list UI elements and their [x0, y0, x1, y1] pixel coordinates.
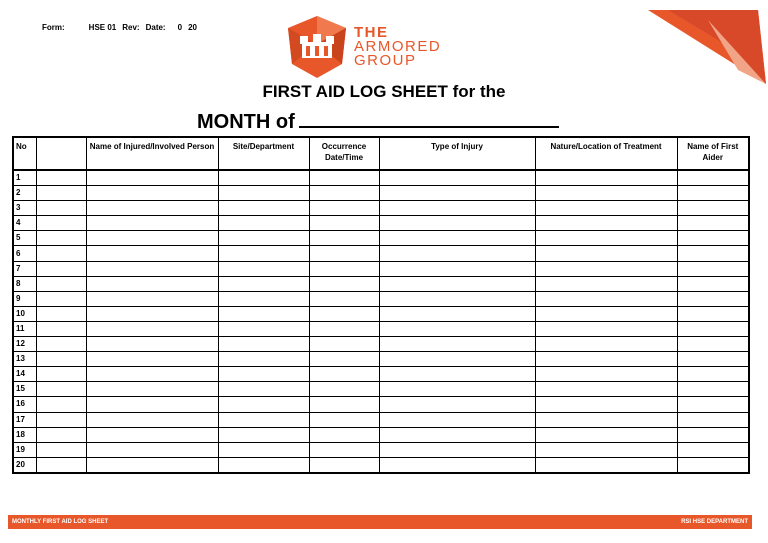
table-cell[interactable] — [535, 352, 677, 367]
table-cell[interactable] — [677, 261, 749, 276]
table-cell[interactable] — [677, 352, 749, 367]
table-row — [13, 291, 749, 306]
table-cell[interactable] — [535, 201, 677, 216]
date-label: Date: — [145, 23, 166, 32]
table-cell[interactable] — [379, 337, 535, 352]
rev-value: 0 — [177, 23, 183, 32]
table-cell[interactable] — [535, 412, 677, 427]
table-cell[interactable] — [218, 457, 309, 473]
row-number: 11 — [13, 321, 36, 336]
row-number: 19 — [13, 442, 36, 457]
table-cell[interactable] — [535, 246, 677, 261]
table-cell[interactable] — [535, 261, 677, 276]
table-cell[interactable] — [36, 306, 86, 321]
table-cell[interactable] — [677, 291, 749, 306]
table-cell[interactable] — [535, 397, 677, 412]
table-cell[interactable] — [36, 352, 86, 367]
row-number: 3 — [13, 201, 36, 216]
table-cell[interactable] — [36, 170, 86, 186]
table-cell[interactable] — [677, 306, 749, 321]
table-cell[interactable] — [677, 246, 749, 261]
table-cell[interactable] — [309, 216, 379, 231]
row-number: 4 — [13, 216, 36, 231]
table-cell[interactable] — [218, 337, 309, 352]
col-header-injury-type: Type of Injury — [379, 137, 535, 170]
table-cell[interactable] — [379, 201, 535, 216]
col-header-treatment: Nature/Location of Treatment — [535, 137, 677, 170]
table-cell[interactable] — [535, 427, 677, 442]
table-cell[interactable] — [309, 337, 379, 352]
table-cell[interactable] — [86, 412, 218, 427]
table-row — [13, 382, 749, 397]
table-cell[interactable] — [677, 367, 749, 382]
table-cell[interactable] — [379, 216, 535, 231]
form-meta — [42, 23, 197, 32]
rev-label: Rev: — [122, 23, 140, 32]
table-cell[interactable] — [86, 170, 218, 186]
col-header-blank — [36, 137, 86, 170]
table-row — [13, 397, 749, 412]
table-cell[interactable] — [36, 321, 86, 336]
row-number: 9 — [13, 291, 36, 306]
table-cell[interactable] — [677, 276, 749, 291]
table-cell[interactable] — [379, 382, 535, 397]
table-row — [13, 261, 749, 276]
table-body — [13, 170, 749, 473]
table-cell[interactable] — [86, 382, 218, 397]
table-cell[interactable] — [309, 170, 379, 186]
table-cell[interactable] — [309, 397, 379, 412]
table-cell[interactable] — [677, 382, 749, 397]
corner-decoration — [648, 0, 768, 90]
table-cell[interactable] — [535, 337, 677, 352]
row-number: 7 — [13, 261, 36, 276]
table-cell[interactable] — [677, 457, 749, 473]
table-cell[interactable] — [535, 186, 677, 201]
table-cell[interactable] — [379, 306, 535, 321]
table-row — [13, 201, 749, 216]
table-cell[interactable] — [309, 231, 379, 246]
footer-bar — [8, 515, 752, 529]
table-cell[interactable] — [309, 382, 379, 397]
table-cell[interactable] — [218, 291, 309, 306]
table-row — [13, 412, 749, 427]
table-row — [13, 216, 749, 231]
table-header-row — [13, 137, 749, 170]
table-cell[interactable] — [218, 246, 309, 261]
table-cell[interactable] — [677, 216, 749, 231]
table-cell[interactable] — [677, 321, 749, 336]
month-blank-line[interactable] — [299, 108, 559, 128]
table-cell[interactable] — [218, 427, 309, 442]
row-number: 20 — [13, 457, 36, 473]
table-row — [13, 337, 749, 352]
table-cell[interactable] — [86, 261, 218, 276]
table-cell[interactable] — [218, 216, 309, 231]
table-row — [13, 352, 749, 367]
table-cell[interactable] — [309, 186, 379, 201]
col-header-no: No — [13, 137, 36, 170]
row-number: 15 — [13, 382, 36, 397]
table-row — [13, 321, 749, 336]
table-row — [13, 276, 749, 291]
table-cell[interactable] — [309, 261, 379, 276]
table-cell[interactable] — [86, 352, 218, 367]
table-cell[interactable] — [309, 306, 379, 321]
row-number: 10 — [13, 306, 36, 321]
table-cell[interactable] — [36, 261, 86, 276]
table-row — [13, 427, 749, 442]
row-number: 2 — [13, 186, 36, 201]
table-cell[interactable] — [309, 442, 379, 457]
footer-left-text: MONTHLY FIRST AID LOG SHEET — [12, 519, 109, 525]
table-cell[interactable] — [36, 427, 86, 442]
table-cell[interactable] — [379, 427, 535, 442]
table-cell[interactable] — [677, 442, 749, 457]
table-cell[interactable] — [535, 216, 677, 231]
date-value: 20 — [188, 23, 197, 32]
table-cell[interactable] — [379, 442, 535, 457]
table-cell[interactable] — [218, 382, 309, 397]
table-cell[interactable] — [677, 337, 749, 352]
table-cell[interactable] — [86, 321, 218, 336]
table-cell[interactable] — [36, 231, 86, 246]
table-cell[interactable] — [218, 367, 309, 382]
table-cell[interactable] — [218, 231, 309, 246]
table-cell[interactable] — [379, 291, 535, 306]
table-cell[interactable] — [535, 276, 677, 291]
row-number: 13 — [13, 352, 36, 367]
table-cell[interactable] — [86, 442, 218, 457]
table-cell[interactable] — [86, 291, 218, 306]
castle-shield-icon — [284, 14, 350, 80]
table-cell[interactable] — [309, 412, 379, 427]
table-cell[interactable] — [535, 306, 677, 321]
table-cell[interactable] — [677, 427, 749, 442]
logo-wordmark — [354, 26, 441, 68]
table-cell[interactable] — [86, 201, 218, 216]
col-header-name: Name of Injured/Involved Person — [86, 137, 218, 170]
table-cell[interactable] — [36, 412, 86, 427]
table-cell[interactable] — [379, 186, 535, 201]
table-cell[interactable] — [309, 246, 379, 261]
table-cell[interactable] — [218, 352, 309, 367]
table-cell[interactable] — [36, 367, 86, 382]
table-cell[interactable] — [677, 397, 749, 412]
table-cell[interactable] — [677, 170, 749, 186]
table-cell[interactable] — [535, 231, 677, 246]
table-cell[interactable] — [36, 276, 86, 291]
table-cell[interactable] — [36, 246, 86, 261]
table-cell[interactable] — [36, 397, 86, 412]
table-cell[interactable] — [677, 231, 749, 246]
table-cell[interactable] — [86, 246, 218, 261]
row-number: 18 — [13, 427, 36, 442]
form-label: Form: — [42, 23, 65, 32]
table-cell[interactable] — [86, 231, 218, 246]
row-number: 1 — [13, 170, 36, 186]
table-cell[interactable] — [218, 186, 309, 201]
table-cell[interactable] — [379, 457, 535, 473]
table-cell[interactable] — [535, 367, 677, 382]
table-cell[interactable] — [379, 261, 535, 276]
table-cell[interactable] — [379, 397, 535, 412]
row-number: 6 — [13, 246, 36, 261]
table-cell[interactable] — [36, 337, 86, 352]
row-number: 12 — [13, 337, 36, 352]
table-cell[interactable] — [218, 412, 309, 427]
table-cell[interactable] — [86, 186, 218, 201]
table-cell[interactable] — [379, 170, 535, 186]
table-cell[interactable] — [535, 457, 677, 473]
table-cell[interactable] — [535, 291, 677, 306]
row-number: 16 — [13, 397, 36, 412]
table-row — [13, 442, 749, 457]
table-cell[interactable] — [86, 427, 218, 442]
table-cell[interactable] — [535, 170, 677, 186]
table-cell[interactable] — [379, 367, 535, 382]
table-cell[interactable] — [677, 201, 749, 216]
table-cell[interactable] — [218, 276, 309, 291]
table-cell[interactable] — [309, 276, 379, 291]
table-cell[interactable] — [86, 367, 218, 382]
table-cell[interactable] — [86, 397, 218, 412]
table-cell[interactable] — [86, 337, 218, 352]
table-cell[interactable] — [218, 442, 309, 457]
table-cell[interactable] — [218, 170, 309, 186]
table-row — [13, 231, 749, 246]
table-row — [13, 367, 749, 382]
company-logo — [284, 14, 441, 80]
col-header-site: Site/Department — [218, 137, 309, 170]
table-cell[interactable] — [218, 321, 309, 336]
table-cell[interactable] — [309, 457, 379, 473]
table-cell[interactable] — [86, 306, 218, 321]
table-cell[interactable] — [36, 382, 86, 397]
first-aid-log-table — [12, 136, 750, 474]
table-cell[interactable] — [379, 412, 535, 427]
table-cell[interactable] — [535, 321, 677, 336]
table-row — [13, 170, 749, 186]
logo-line-3: GROUP — [354, 52, 417, 69]
logo-line-1: THE — [354, 24, 389, 41]
table-row — [13, 186, 749, 201]
form-code: HSE 01 — [88, 23, 117, 32]
table-cell[interactable] — [309, 321, 379, 336]
table-cell[interactable] — [36, 186, 86, 201]
table-row — [13, 306, 749, 321]
month-label: MONTH of — [197, 111, 295, 133]
month-field — [197, 108, 559, 134]
table-cell[interactable] — [218, 201, 309, 216]
table-cell[interactable] — [36, 216, 86, 231]
row-number: 14 — [13, 367, 36, 382]
table-cell[interactable] — [309, 201, 379, 216]
col-header-occurrence: Occurrence Date/Time — [309, 137, 379, 170]
table-cell[interactable] — [36, 442, 86, 457]
table-cell[interactable] — [36, 457, 86, 473]
table-cell[interactable] — [218, 397, 309, 412]
logo-line-2: ARMORED — [354, 38, 442, 55]
table-cell[interactable] — [218, 261, 309, 276]
row-number: 8 — [13, 276, 36, 291]
table-cell[interactable] — [218, 306, 309, 321]
table-cell[interactable] — [86, 276, 218, 291]
row-number: 5 — [13, 231, 36, 246]
table-cell[interactable] — [309, 427, 379, 442]
row-number: 17 — [13, 412, 36, 427]
table-cell[interactable] — [36, 291, 86, 306]
table-cell[interactable] — [379, 321, 535, 336]
table-cell[interactable] — [379, 276, 535, 291]
page-title: FIRST AID LOG SHEET for the — [262, 82, 506, 101]
table-cell[interactable] — [535, 382, 677, 397]
table-cell[interactable] — [309, 352, 379, 367]
table-cell[interactable] — [86, 457, 218, 473]
table-cell[interactable] — [309, 291, 379, 306]
table-cell[interactable] — [379, 352, 535, 367]
table-cell[interactable] — [379, 231, 535, 246]
table-cell[interactable] — [309, 367, 379, 382]
table-row — [13, 457, 749, 473]
table-cell[interactable] — [86, 216, 218, 231]
table-cell[interactable] — [677, 186, 749, 201]
table-cell[interactable] — [535, 442, 677, 457]
table-row — [13, 246, 749, 261]
table-cell[interactable] — [36, 201, 86, 216]
col-header-first-aider: Name of First Aider — [677, 137, 749, 170]
table-cell[interactable] — [379, 246, 535, 261]
footer-right-text: RSI HSE DEPARTMENT — [681, 519, 748, 525]
table-cell[interactable] — [677, 412, 749, 427]
